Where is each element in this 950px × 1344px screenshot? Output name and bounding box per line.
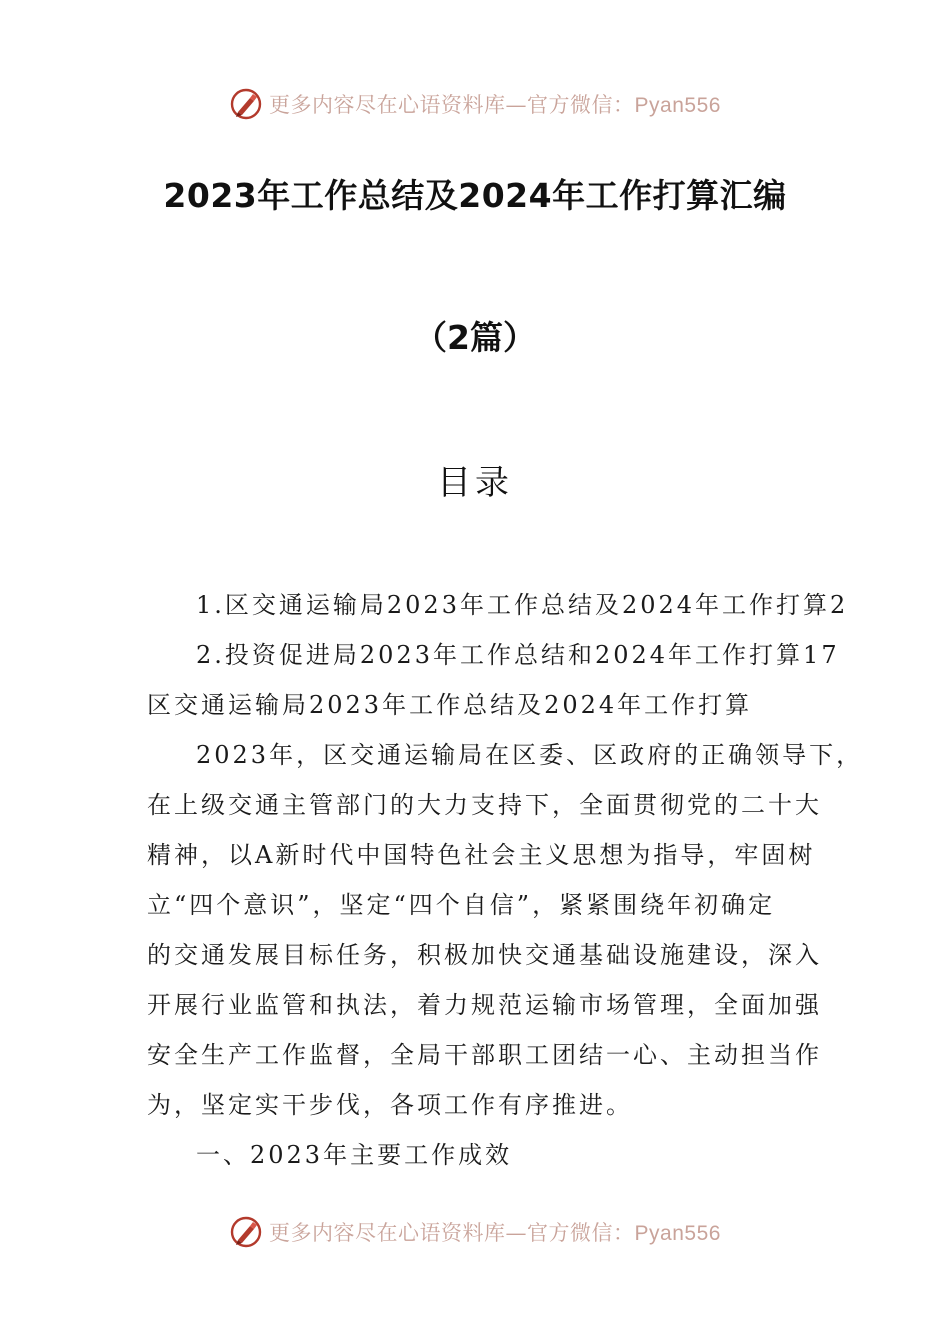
watermark-top [0, 84, 950, 124]
toc-heading: 目录 [437, 463, 513, 503]
pen-logo-icon [229, 1215, 263, 1249]
paragraph-line-2: 在上级交通主管部门的大力支持下，全面贯彻党的二十大 [147, 791, 822, 819]
document-subtitle: （2篇） [414, 318, 536, 357]
paragraph-line-6: 开展行业监管和执法，着力规范运输市场管理，全面加强 [147, 991, 822, 1019]
watermark-text: 更多内容尽在心语资料库—官方微信：Pyan556 [269, 93, 721, 117]
pen-logo-icon [229, 87, 263, 121]
heading-1: 一、2023年主要工作成效 [196, 1141, 513, 1169]
watermark-text: 更多内容尽在心语资料库—官方微信：Pyan556 [269, 1221, 721, 1245]
section-title: 区交通运输局2023年工作总结及2024年工作打算 [147, 691, 753, 719]
watermark-account: Pyan556 [634, 94, 721, 117]
watermark-bottom [0, 1212, 950, 1252]
watermark-account: Pyan556 [634, 1222, 721, 1245]
paragraph-line-1: 2023年，区交通运输局在区委、区政府的正确领导下， [196, 741, 864, 769]
paragraph-line-3: 精神，以A新时代中国特色社会主义思想为指导，牢固树 [147, 841, 816, 869]
paragraph-line-5: 的交通发展目标任务，积极加快交通基础设施建设，深入 [147, 941, 822, 969]
toc-item-1[interactable]: 1.区交通运输局2023年工作总结及2024年工作打算2 [196, 591, 849, 619]
toc-item-2[interactable]: 2.投资促进局2023年工作总结和2024年工作打算17 [196, 641, 840, 669]
paragraph-line-4: 立“四个意识”，坚定“四个自信”，紧紧围绕年初确定 [147, 891, 776, 919]
paragraph-line-7: 安全生产工作监督，全局干部职工团结一心、主动担当作 [147, 1041, 822, 1069]
document-title: 2023年工作总结及2024年工作打算汇编 [163, 176, 787, 215]
paragraph-line-8: 为，坚定实干步伐，各项工作有序推进。 [147, 1091, 633, 1119]
